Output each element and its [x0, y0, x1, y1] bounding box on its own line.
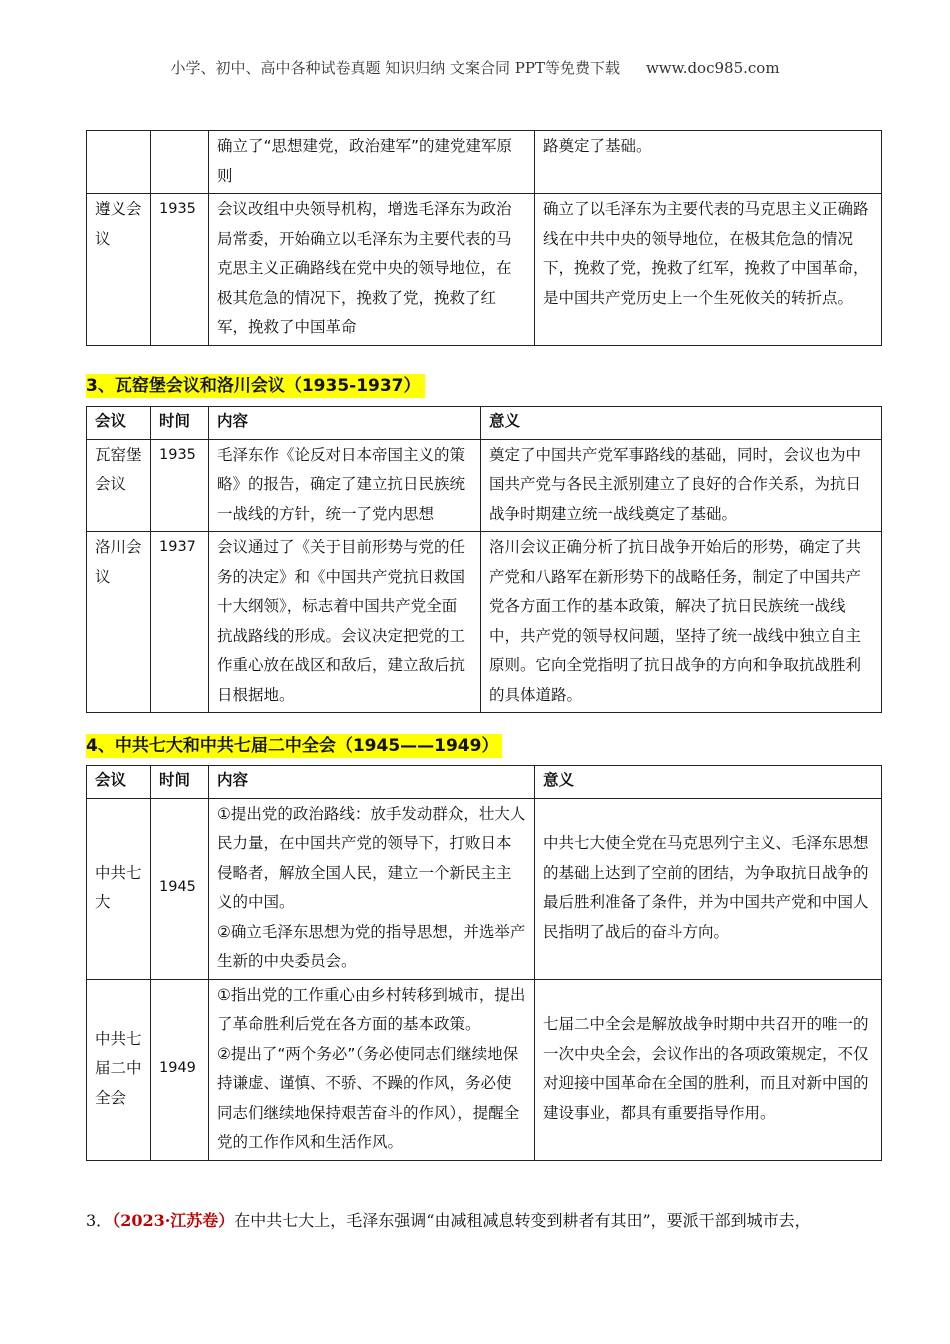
question-source: （2023·江苏卷） [112, 1211, 235, 1230]
section-3-title: 3、瓦窑堡会议和洛川会议（1935-1937） [86, 374, 425, 398]
cell-year: 1949 [151, 979, 209, 1160]
cell-meaning: 确立了以毛泽东为主要代表的马克思主义正确路线在中共中央的领导地位，在极其危急的情况下，挽救了党，挽救了红军，挽救了中国革命，是中国共产党历史上一个生死攸关的转折点。 [535, 194, 882, 346]
section-4-title: 4、中共七大和中共七届二中全会（1945——1949） [86, 734, 502, 758]
content-point-2: ②提出了“两个务必”（务必使同志们继续地保持谦虚、谨慎、不骄、不躁的作风，务必使同志们继续地保持艰苦奋斗的作风），提醒全党的工作作风和生活作风。 [217, 1044, 520, 1151]
table-continuation [86, 130, 882, 346]
cell-name: 中共七大 [87, 798, 151, 979]
table-section-4 [86, 765, 882, 1161]
content-point-2: ②确立毛泽东思想为党的指导思想，并选举产生新的中央委员会。 [217, 922, 526, 970]
cell-content: 确立了“思想建党，政治建军”的建党建军原则 [209, 131, 535, 194]
header-year: 时间 [151, 766, 209, 799]
cell-name: 洛川会议 [87, 532, 151, 713]
header-name: 会议 [87, 766, 151, 799]
cell-year: 1945 [151, 798, 209, 979]
cell-meaning: 中共七大使全党在马克思列宁主义、毛泽东思想的基础上达到了空前的团结，为争取抗日战争的最后胜利准备了条件，并为中国共产党和中国人民指明了战后的奋斗方向。 [535, 798, 882, 979]
page-header [0, 57, 950, 78]
table-row [87, 131, 882, 194]
question-text: 在中共七大上，毛泽东强调“由减租减息转变到耕者有其田”，要派干部到城市去， [234, 1211, 811, 1230]
cell-meaning: 奠定了中国共产党军事路线的基础，同时，会议也为中国共产党与各民主派别建立了良好的合作关系，为抗日战争时期建立统一战线奠定了基础。 [481, 439, 882, 532]
header-meaning: 意义 [535, 766, 882, 799]
cell-meaning: 七届二中全会是解放战争时期中共召开的唯一的一次中央全会，会议作出的各项政策规定，不仅对迎接中国革命在全国的胜利，而且对新中国的建设事业，都具有重要指导作用。 [535, 979, 882, 1160]
table-row [87, 798, 882, 979]
table-row [87, 979, 882, 1160]
cell-meaning: 路奠定了基础。 [535, 131, 882, 194]
cell-content [209, 979, 535, 1160]
content-point-1: ①提出党的政治路线：放手发动群众，壮大人民力量，在中国共产党的领导下，打败日本侵略者，解放全国人民，建立一个新民主主义的中国。 [217, 804, 526, 911]
question-number: 3． [86, 1211, 113, 1230]
cell-content [209, 798, 535, 979]
table-header-row [87, 407, 882, 440]
header-text: 小学、初中、高中各种试卷真题 知识归纳 文案合同 PPT等免费下载 [170, 59, 620, 77]
cell-year: 1935 [151, 439, 209, 532]
header-content: 内容 [209, 766, 535, 799]
cell-year: 1935 [151, 194, 209, 346]
table-row [87, 439, 882, 532]
cell-content: 毛泽东作《论反对日本帝国主义的策略》的报告，确定了建立抗日民族统一战线的方针，统一了党内思想 [209, 439, 481, 532]
cell-name [87, 131, 151, 194]
cell-name: 中共七届二中全会 [87, 979, 151, 1160]
header-site: www.doc985.com [645, 59, 780, 77]
header-content: 内容 [209, 407, 481, 440]
header-meaning: 意义 [481, 407, 882, 440]
cell-content: 会议改组中央领导机构，增选毛泽东为政治局常委，开始确立以毛泽东为主要代表的马克思主义正确路线在党中央的领导地位，在极其危急的情况下，挽救了党，挽救了红军，挽救了中国革命 [209, 194, 535, 346]
content-point-1: ①指出党的工作重心由乡村转移到城市，提出了革命胜利后党在各方面的基本政策。 [217, 985, 526, 1033]
header-name: 会议 [87, 407, 151, 440]
table-section-3 [86, 406, 882, 713]
cell-year [151, 131, 209, 194]
table-header-row [87, 766, 882, 799]
cell-content: 会议通过了《关于目前形势与党的任务的决定》和《中国共产党抗日救国十大纲领》，标志着中国共产党全面抗战路线的形成。会议决定把党的工作重心放在战区和敌后，建立敌后抗日根据地。 [209, 532, 481, 713]
cell-name: 遵义会议 [87, 194, 151, 346]
cell-meaning: 洛川会议正确分析了抗日战争开始后的形势，确定了共产党和八路军在新形势下的战略任务，制定了中国共产党各方面工作的基本政策，解决了抗日民族统一战线中，共产党的领导权问题，坚持了统一战线中独立自主原则。它向全党指明了抗日战争的方向和争取抗战胜利的具体道路。 [481, 532, 882, 713]
table-row [87, 194, 882, 346]
cell-year: 1937 [151, 532, 209, 713]
header-year: 时间 [151, 407, 209, 440]
cell-name: 瓦窑堡会议 [87, 439, 151, 532]
table-row [87, 532, 882, 713]
question-3 [86, 1208, 811, 1234]
